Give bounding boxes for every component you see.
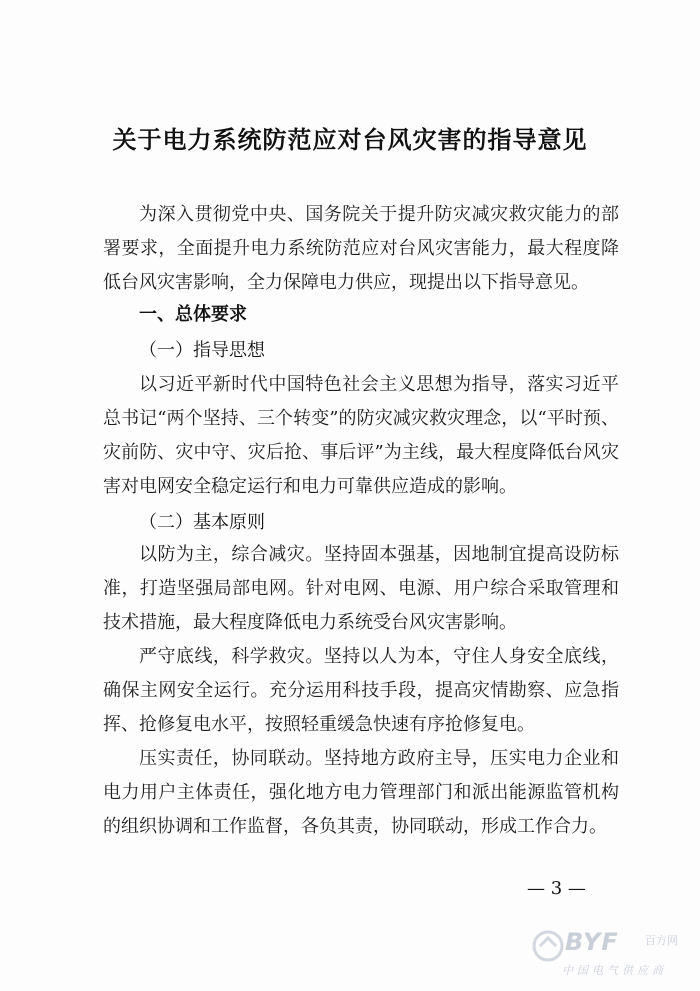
watermark-logo-cn: 百方网 — [645, 934, 678, 947]
principle-block-3 — [103, 742, 619, 844]
page-number: — 3 — — [527, 878, 586, 899]
document-title: 关于电力系统防范应对台风灾害的指导意见 — [112, 125, 588, 154]
guiding-ideology-block — [103, 368, 619, 504]
principle-paragraph-2: 严守底线，科学救灾。坚持以人为本，守住人身安全底线，确保主网安全运行。充分运用科技手段，提高灾情勘察、应急指挥、抢修复电水平，按照轻重缓急快速有序抢修复电。 — [103, 646, 619, 735]
subsection-heading-basic-principles: （二）基本原则 — [139, 512, 265, 533]
principle-block-1 — [103, 538, 619, 640]
section-heading-general-requirements: 一、总体要求 — [139, 304, 247, 325]
guiding-ideology-paragraph: 以习近平新时代中国特色社会主义思想为指导，落实习近平总书记“两个坚持、三个转变”的防灾减灾救灾理念，以“平时预、灾前防、灾中守、灾后抢、事后评”为主线，最大程度降低台风灾害对电网安全稳定运行和电力可靠供应造成的影响。 — [103, 374, 619, 497]
principle-block-2 — [103, 640, 619, 742]
subsection-heading-guiding-ideology: （一）指导思想 — [139, 340, 265, 361]
watermark-subtitle: 中国电气供应商 — [562, 964, 667, 977]
principle-paragraph-1: 以防为主，综合减灾。坚持固本强基，因地制宜提高设防标准，打造坚强局部电网。针对电网、电源、用户综合采取管理和技术措施，最大程度降低电力系统受台风灾害影响。 — [103, 544, 619, 633]
intro-paragraph: 为深入贯彻党中央、国务院关于提升防灾减灾救灾能力的部署要求，全面提升电力系统防范应对台风灾害能力，最大程度降低台风灾害影响，全力保障电力供应，现提出以下指导意见。 — [103, 204, 619, 293]
intro-block — [103, 198, 619, 300]
watermark-logo-text: BYF — [565, 928, 619, 956]
principle-paragraph-3: 压实责任，协同联动。坚持地方政府主导，压实电力企业和电力用户主体责任，强化地方电力管理部门和派出能源监管机构的组织协调和工作监督，各负其责，协同联动，形成工作合力。 — [103, 748, 619, 837]
